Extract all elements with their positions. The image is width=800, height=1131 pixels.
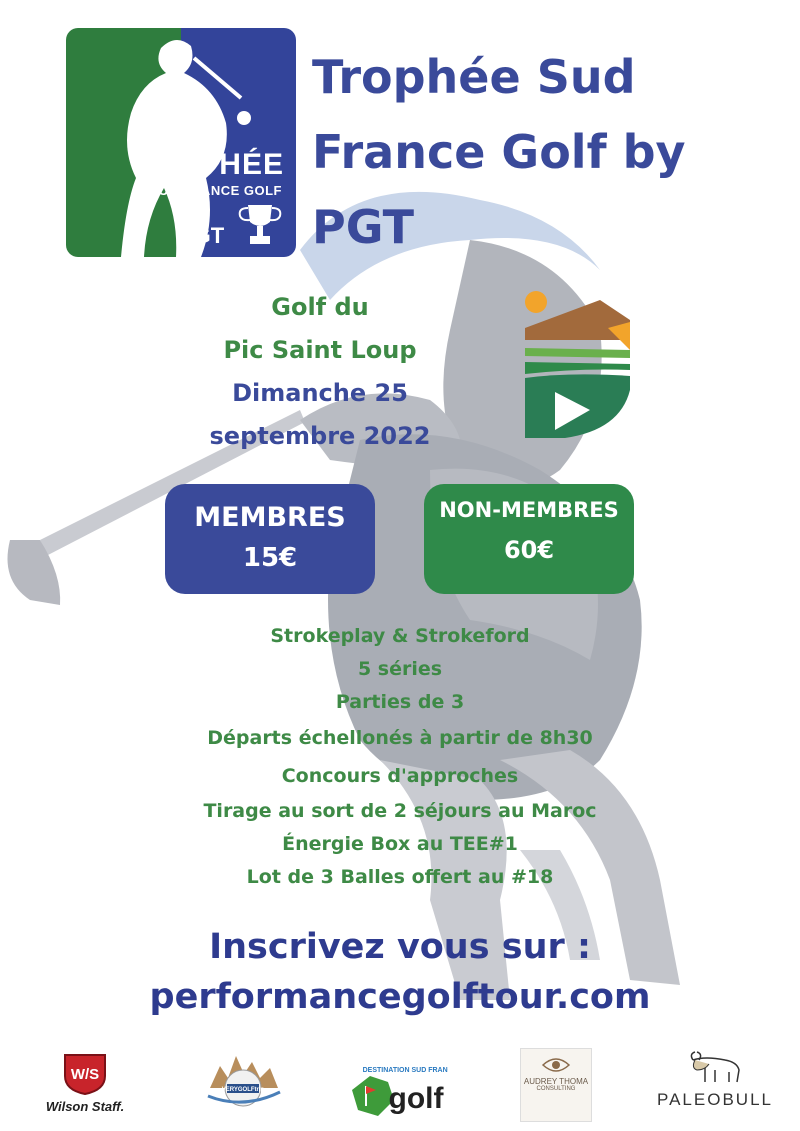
sponsor-verygolftrip [198,1048,288,1126]
venue-line-1: Golf du [271,293,369,321]
members-label: MEMBRES [194,502,346,533]
logo-by: BY [184,206,200,218]
trophee-logo [66,28,296,257]
logo-word: TROPHÉE [131,148,284,181]
detail-item: Énergie Box au TEE#1 [282,833,518,855]
detail-item: Départs échellonés à partir de 8h30 [207,727,593,749]
audrey-label: AUDREY THOMA [523,1077,589,1086]
registration-cta [100,922,700,1022]
audrey-sub-label: CONSULTING [536,1086,576,1092]
sponsor-destination-sud-france [348,1060,448,1122]
date-line-1: Dimanche 25 [232,379,408,407]
date-line-2: septembre 2022 [209,422,431,450]
sponsor-wilson-staff [30,1052,140,1122]
venue-block [170,286,470,458]
wilson-label: Wilson Staff. [45,1099,125,1114]
non-members-price: 60€ [503,536,555,564]
wilson-badge-text: W/S [70,1066,100,1083]
detail-item: Strokeplay & Strokeford [270,625,530,647]
venue-line-2: Pic Saint Loup [223,336,417,364]
detail-item: Concours d'approches [281,765,519,787]
sponsor-paleobull [656,1050,774,1120]
destination-label: DESTINATION SUD FRANCE [362,1067,448,1074]
paleobull-label: PALEOBULL [657,1090,773,1109]
golf-ball-globe-icon [200,1048,286,1110]
members-price-card [165,484,375,594]
detail-item: 5 séries [357,658,443,680]
bull-icon [685,1050,745,1084]
members-price: 15€ [242,543,298,573]
detail-item: Tirage au sort de 2 séjours au Maroc [203,800,597,822]
logo-subtitle: SUD FRANCE GOLF [149,183,282,198]
golf-course-logo [520,290,635,440]
non-members-price-card [424,484,634,594]
verygolf-label: VERYGOLFtrip [221,1087,265,1093]
title-line-2: France Golf by [312,125,686,179]
logo-pgt: PGT [179,223,225,248]
destination-golf-word: golf [388,1082,444,1115]
detail-item: Parties de 3 [335,691,465,713]
non-members-label: NON-MEMBRES [439,498,619,522]
cta-line-1: Inscrivez vous sur : [209,927,591,967]
destination-golf-logo [348,1060,448,1122]
title-line-1: Trophée Sud [312,50,636,104]
title-line-3: PGT [312,200,415,254]
registration-link[interactable]: performancegolftour.com [149,977,651,1017]
eye-icon [541,1055,571,1075]
wilson-shield-icon [62,1052,108,1096]
detail-item: Lot de 3 Balles offert au #18 [246,866,554,888]
sponsor-audrey-thoma [520,1048,592,1122]
event-details-list [100,620,700,894]
page-title [312,40,772,265]
